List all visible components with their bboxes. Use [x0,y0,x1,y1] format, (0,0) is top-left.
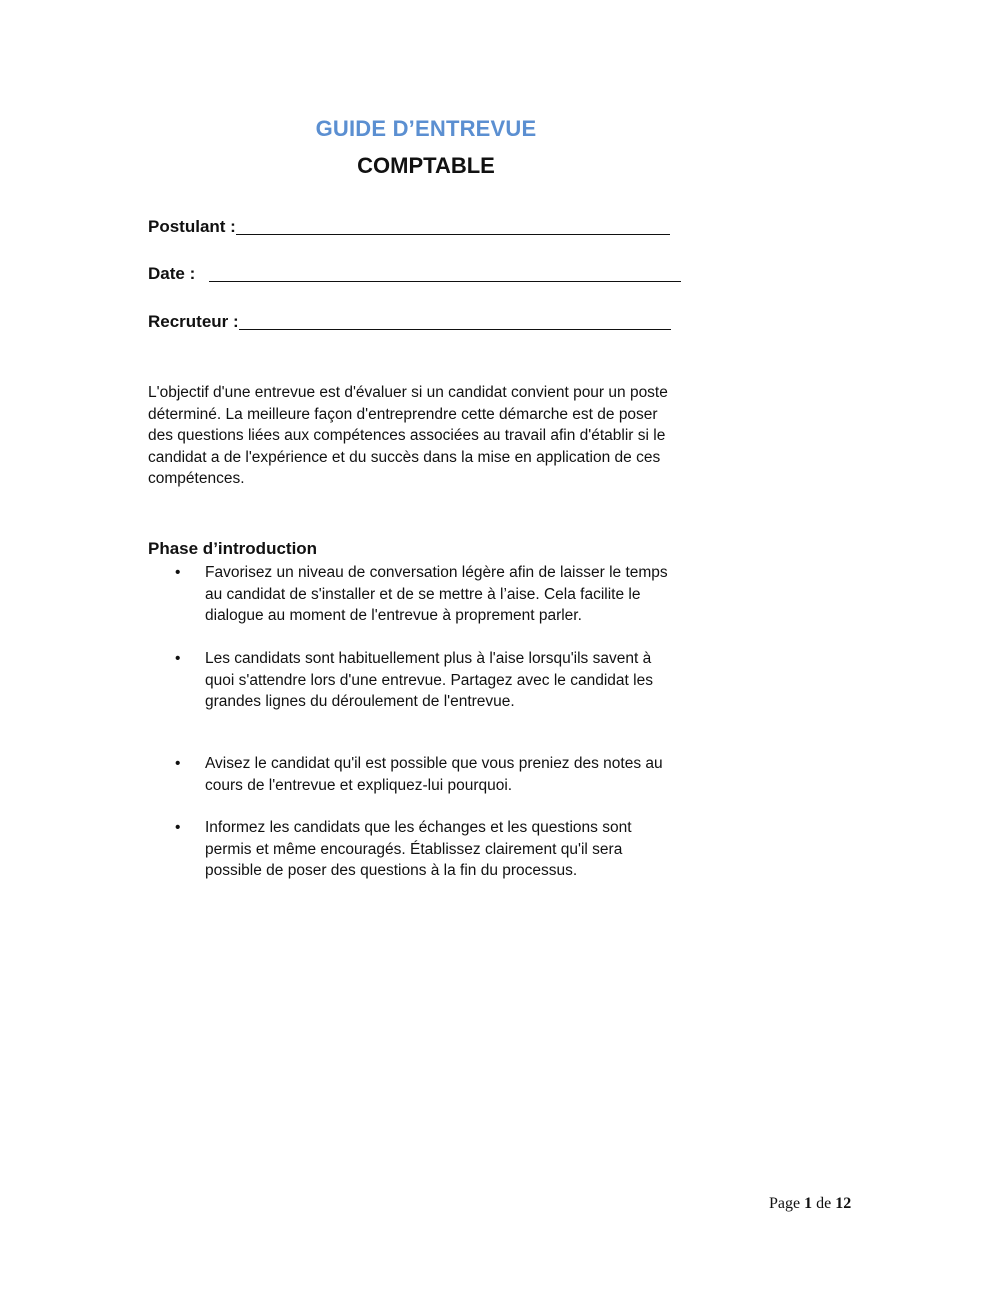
total-pages: 12 [835,1195,852,1212]
intro-line: candidat a de l'expérience et du succès dans la mise en application de ces [148,448,661,466]
bullet-line: Favorisez un niveau de conversation légère afin de laisser le temps [205,564,668,581]
date-input-line[interactable] [209,263,681,282]
recruiter-field[interactable] [148,308,671,332]
bullet-icon: • [175,819,181,836]
applicant-field[interactable] [148,213,670,237]
bullet-line: Avisez le candidat qu'il est possible que vous preniez des notes au [205,755,663,772]
bullet-text [205,817,745,882]
page-number-footer [769,1195,851,1213]
bullet-line: possible de poser des questions à la fin du processus. [205,862,578,879]
recruiter-input-line[interactable] [239,311,671,330]
bullet-line: Les candidats sont habituellement plus à l'aise lorsqu'ils savent à [205,650,652,667]
document-title: GUIDE D’ENTREVUE [315,116,537,141]
intro-line: déterminé. La meilleure façon d'entreprendre cette démarche est de poser [148,405,658,423]
intro-paragraph [148,382,708,490]
bullet-text [205,562,745,627]
bullet-icon: • [175,755,181,772]
section-heading: Phase d’introduction [148,539,318,558]
recruiter-label: Recruteur : [148,312,239,331]
bullet-line: grandes lignes du déroulement de l'entrevue. [205,693,515,710]
intro-line: L'objectif d'une entrevue est d'évaluer si un candidat convient pour un poste [148,384,668,401]
date-field[interactable] [148,260,681,284]
date-label: Date : [148,264,200,283]
applicant-input-line[interactable] [236,216,670,235]
bullet-icon: • [175,650,181,667]
bullet-text [205,753,745,796]
page-word: Page [769,1195,801,1212]
document-subtitle: COMPTABLE [357,153,495,178]
of-word: de [816,1195,832,1212]
applicant-label: Postulant : [148,217,236,236]
bullet-line: quoi s'attendre lors d'une entrevue. Partagez avec le candidat les [205,671,653,689]
intro-line: des questions liées aux compétences associées au travail afin d'établir si le [148,427,666,444]
current-page: 1 [804,1195,813,1212]
bullet-line: cours de l'entrevue et expliquez-lui pourquoi. [205,776,513,794]
bullet-line: dialogue au moment de l'entrevue à proprement parler. [205,607,582,624]
bullet-text [205,648,745,713]
bullet-line: au candidat de s'installer et de se mettre à l’aise. Cela facilite le [205,585,641,603]
intro-line: compétences. [148,470,245,487]
bullet-line: Informez les candidats que les échanges et les questions sont [205,819,632,836]
bullet-line: permis et même encouragés. Établissez clairement qu'il sera [205,840,623,858]
bullet-icon: • [175,564,181,581]
